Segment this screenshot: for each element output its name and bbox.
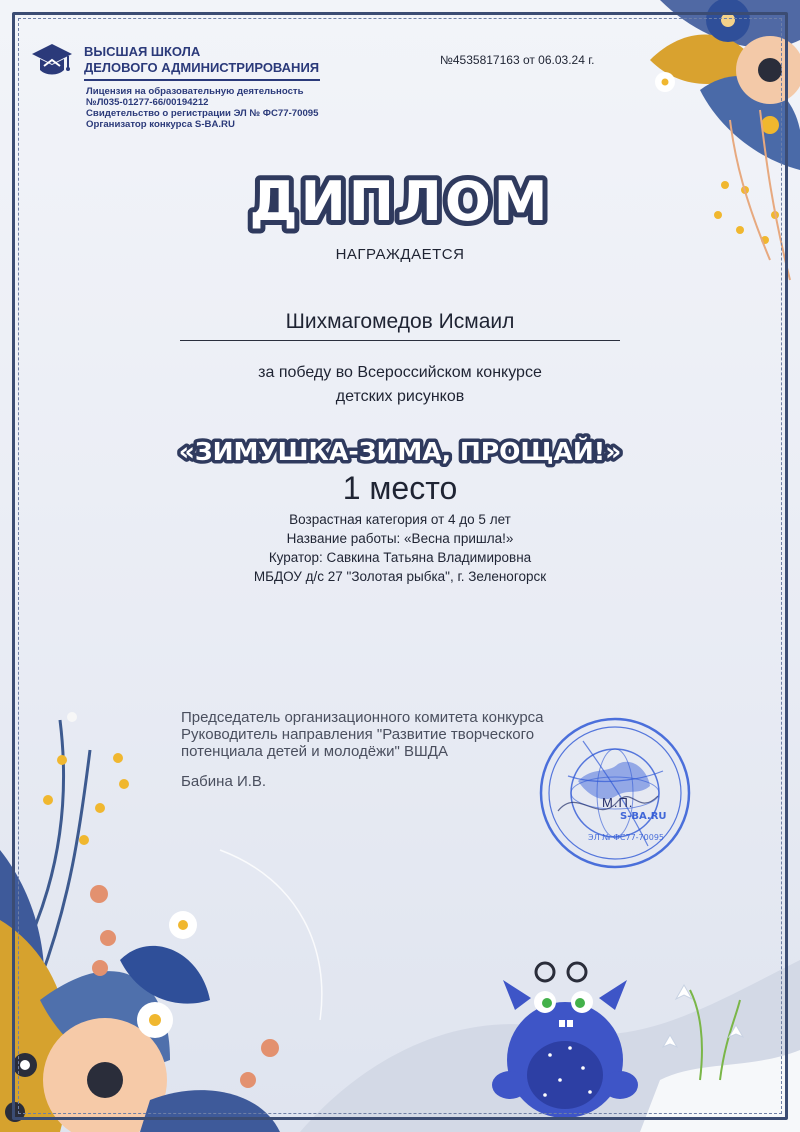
awarded-label: НАГРАЖДАЕТСЯ xyxy=(335,246,465,263)
signature-line3: потенциала детей и молодёжи" ВШДА xyxy=(181,743,448,760)
reason-line1: за победу во Всероссийском конкурсе xyxy=(258,364,542,381)
participant-details xyxy=(0,510,800,586)
reason-line2: детских рисунков xyxy=(335,388,465,405)
graduation-cap-logo-icon xyxy=(30,38,74,82)
place-award: 1 место xyxy=(342,470,458,506)
age-category: Возрастная категория от 4 до 5 лет xyxy=(289,512,511,527)
organization-name-line1: ВЫСШАЯ ШКОЛА xyxy=(84,44,201,59)
diploma-title xyxy=(0,160,800,240)
svg-text:S-BA.RU: S-BA.RU xyxy=(620,811,667,822)
school: МБДОУ д/с 27 "Золотая рыбка", г. Зеленогорск xyxy=(253,569,547,584)
curator: Куратор: Савкина Татьяна Владимировна xyxy=(268,550,532,565)
work-title: Название работы: «Весна пришла!» xyxy=(286,531,514,546)
license-line2: №Л035-01277-66/00194212 xyxy=(86,97,209,108)
official-stamp-seal xyxy=(538,716,692,870)
svg-text:ЭЛ № ФС77-70095: ЭЛ № ФС77-70095 xyxy=(588,833,664,842)
document-number: №4535817163 от 06.03.24 г. xyxy=(440,53,595,67)
contest-name-text xyxy=(150,428,650,472)
organization-name xyxy=(84,44,320,81)
svg-text:«ЗИМУШКА-ЗИМА, ПРОЩАЙ!»: «ЗИМУШКА-ЗИМА, ПРОЩАЙ!» xyxy=(178,437,622,466)
recipient-name: Шихмагомедов Исмаил xyxy=(180,310,620,341)
diploma-title-text xyxy=(230,160,570,240)
mascot-monster-illustration xyxy=(492,963,638,1118)
signature-line2: Руководитель направления "Развитие творческого xyxy=(181,726,535,743)
license-line3: Свидетельство о регистрации ЭЛ № ФС77-70095 xyxy=(86,108,319,119)
stamp-place-mark: М.П. xyxy=(602,795,634,810)
license-info xyxy=(86,86,386,130)
svg-text:ДИПЛОМ: ДИПЛОМ xyxy=(249,170,551,233)
snowdrops-decoration xyxy=(663,985,743,1080)
bottom-left-flowers-decoration xyxy=(0,712,322,1132)
signatory-name: Бабина И.В. xyxy=(181,773,267,790)
contest-name xyxy=(0,428,800,472)
signature-line1: Председатель организационного комитета конкурса xyxy=(181,709,544,726)
organization-name-line2: ДЕЛОВОГО АДМИНИСТРИРОВАНИЯ xyxy=(84,60,320,75)
license-line1: Лицензия на образовательную деятельность xyxy=(86,86,304,97)
license-line4: Организатор конкурса S-BA.RU xyxy=(86,119,235,130)
